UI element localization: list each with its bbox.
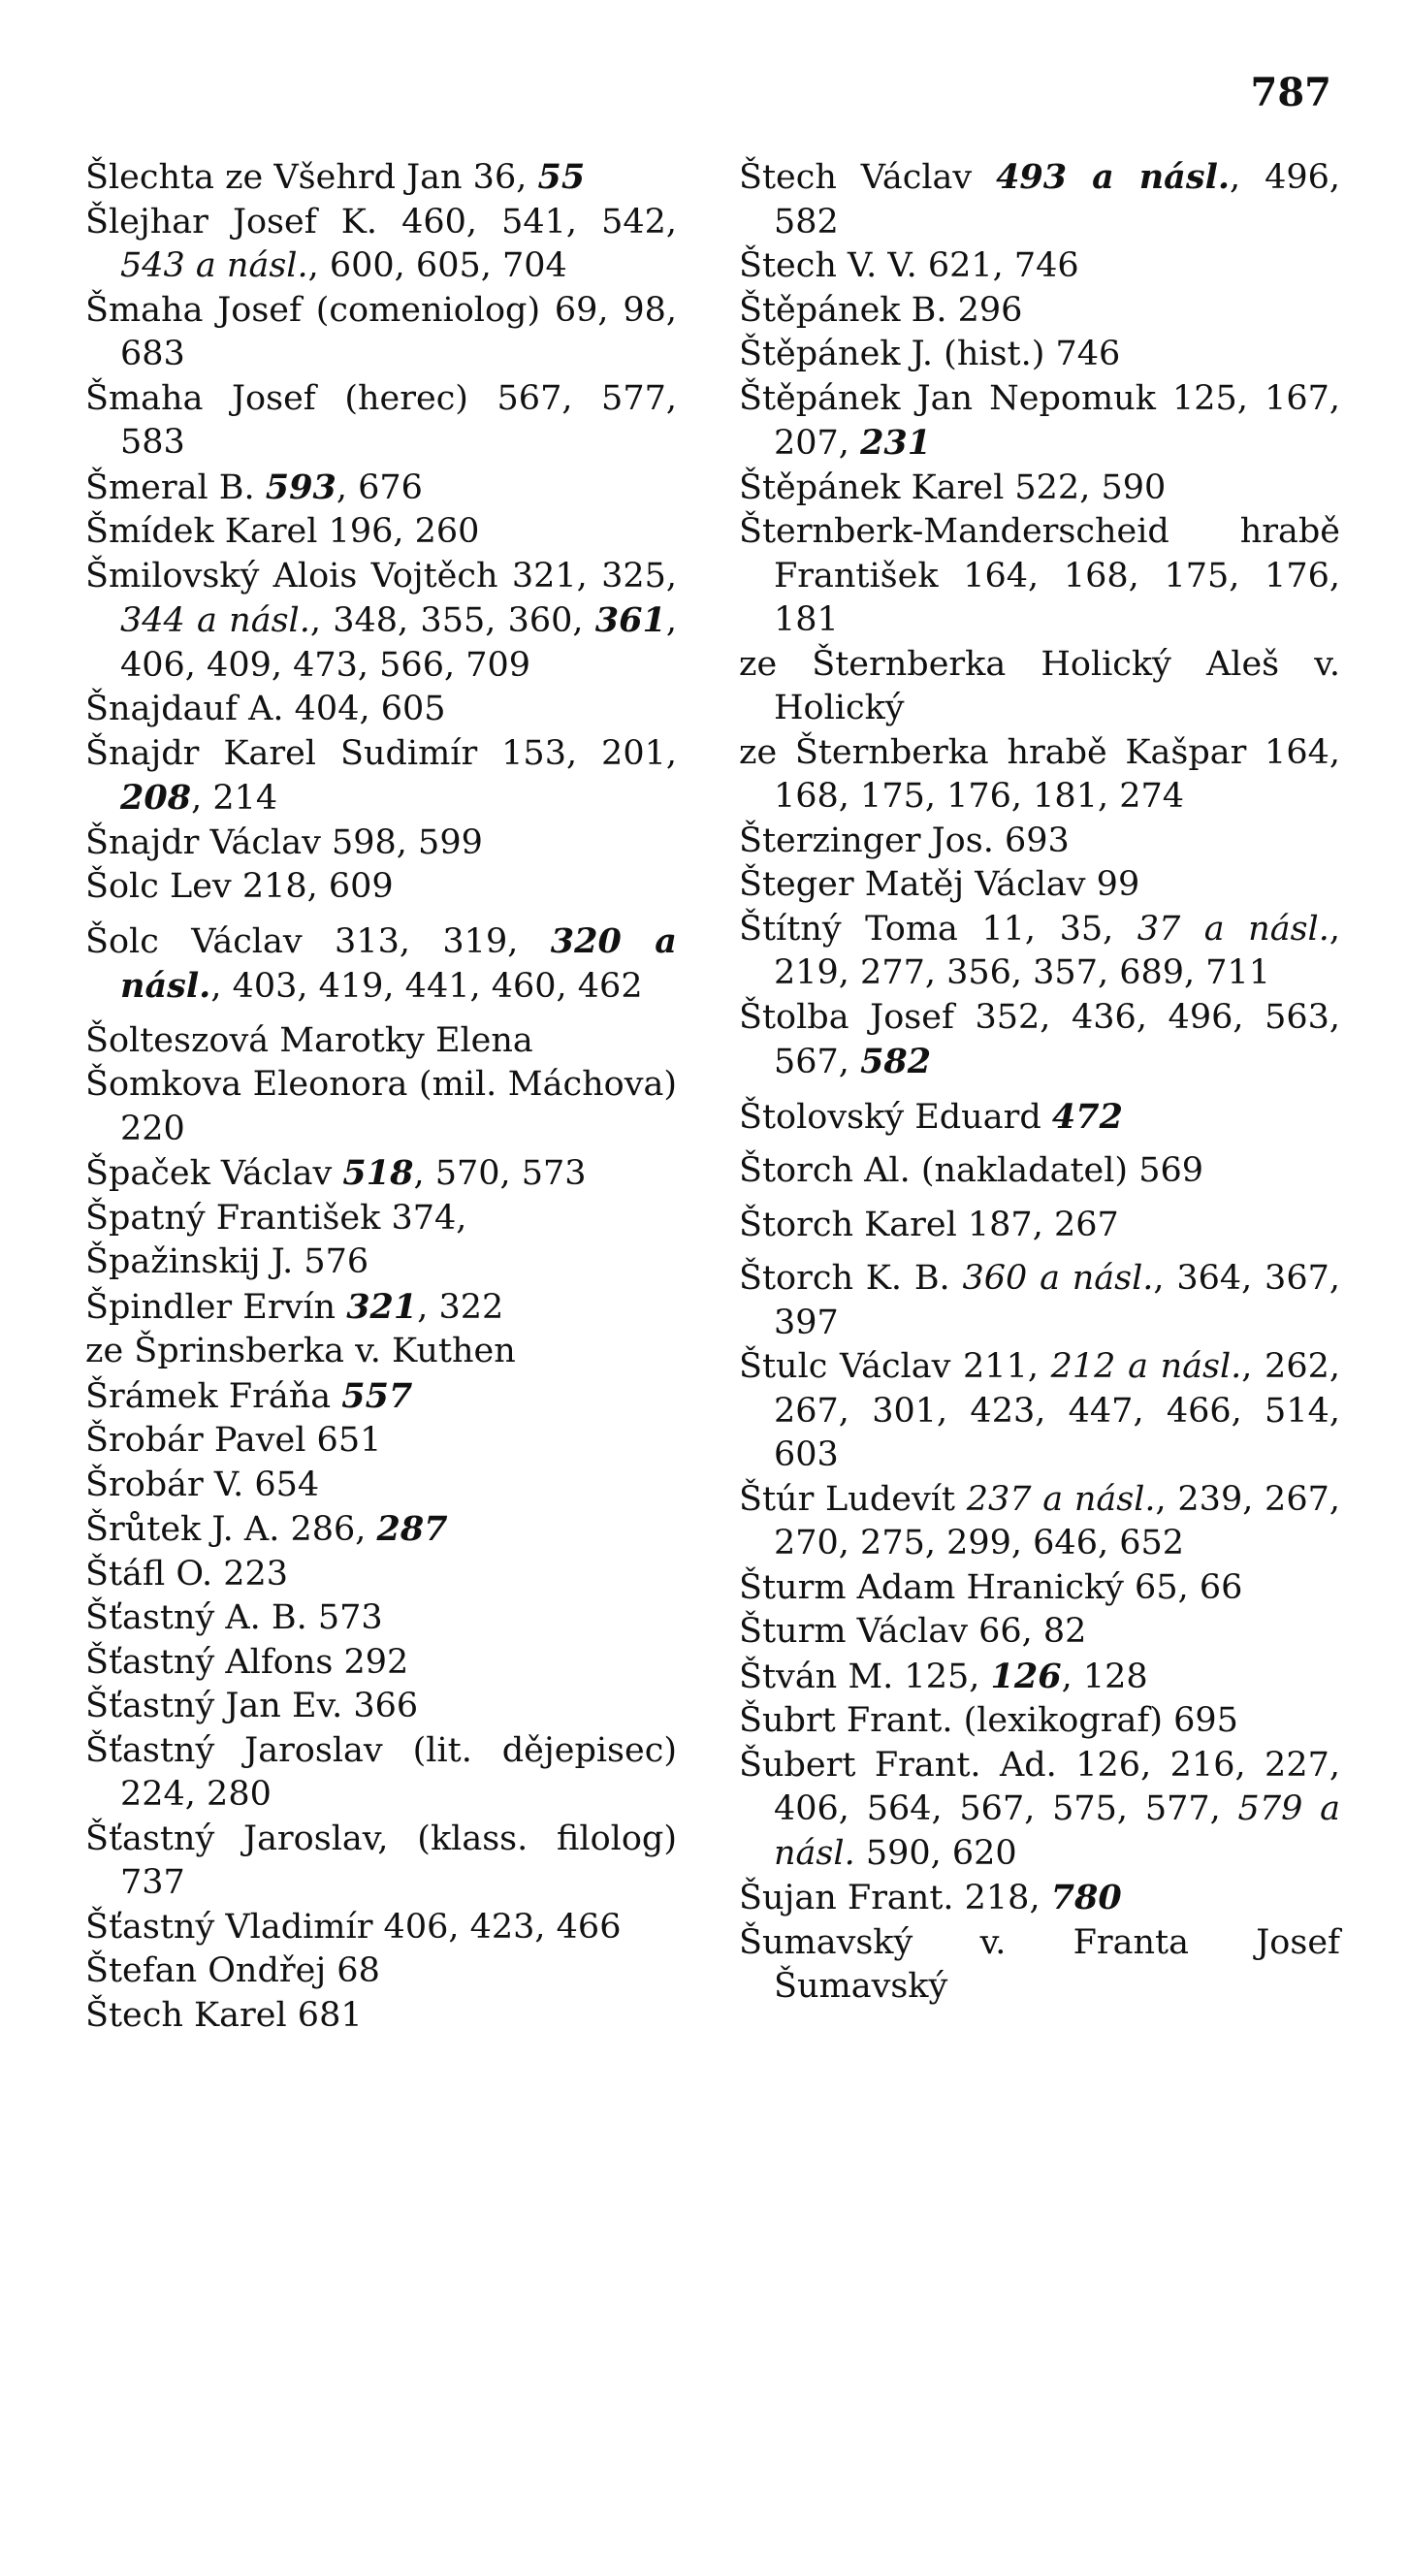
index-entry: Šlejhar Josef K. 460, 541, 542, 543 a násl., 600, 605, 704 [85, 202, 677, 285]
index-entry: Štolovský Eduard 472 [739, 1096, 1123, 1137]
index-entry: Špažinskij J. 576 [85, 1242, 369, 1281]
index-entry: Šťastný Jan Ev. 366 [85, 1687, 419, 1725]
index-entry: Šťastný Jaroslav, (klass. filolog) 737 [85, 1819, 677, 1902]
index-entry: Štúr Ludevít 237 a násl., 239, 267, 270, 275, 299, 646, 652 [739, 1479, 1340, 1562]
page-number: 787 [1250, 70, 1331, 115]
index-entry: Šťastný Alfons 292 [85, 1642, 409, 1682]
index-entry: Šmaha Josef (herec) 567, 577, 583 [85, 378, 677, 462]
index-entry: Šmaha Josef (comeniolog) 69, 98, 683 [85, 290, 677, 373]
index-entry: Štěpánek J. (hist.) 746 [739, 335, 1121, 373]
index-entry: Šujan Frant. 218, 780 [739, 1878, 1122, 1917]
index-entry: Šrámek Fráňa 557 [85, 1375, 413, 1416]
index-entry: Šnajdr Karel Sudimír 153, 201, 208, 214 [85, 733, 677, 818]
index-entry: Špaček Václav 518, 570, 573 [85, 1153, 587, 1193]
index-entry: Šturm Adam Hranický 65, 66 [739, 1567, 1243, 1607]
index-entry: Šolteszová Marotky Elena [85, 1020, 533, 1060]
index-entry: Štorch Al. (nakladatel) 569 [739, 1151, 1203, 1190]
index-entry: Šťastný Vladimír 406, 423, 466 [85, 1907, 622, 1947]
index-entry: Štech Václav 493 a násl., 496, 582 [739, 157, 1341, 242]
index-entry: Šumavský v. Franta Josef Šumavský [739, 1922, 1340, 2006]
index-entry: Štěpánek Jan Nepomuk 125, 167, 207, 231 [739, 378, 1340, 463]
index-entry: ze Šprinsberka v. Kuthen [85, 1332, 516, 1370]
index-entry: Šťastný A. B. 573 [85, 1598, 383, 1637]
index-entry: Šterzinger Jos. 693 [739, 821, 1070, 860]
index-entry: Štolba Josef 352, 436, 496, 563, 567, 582 [739, 997, 1340, 1081]
index-entry: Šteger Matěj Václav 99 [739, 865, 1140, 904]
index-entry: ze Šternberka Holický Aleš v. Holický [739, 644, 1340, 727]
index-entry: Šmilovský Alois Vojtěch 321, 325, 344 a násl., 348, 355, 360, 361, 406, 409, 473, 566, 709 [85, 556, 677, 685]
index-entry: Šrůtek J. A. 286, 287 [85, 1509, 448, 1549]
index-entry: ze Šternberka hrabě Kašpar 164, 168, 175, 176, 181, 274 [739, 732, 1340, 816]
index-entry: Špindler Ervín 321, 322 [85, 1286, 504, 1327]
index-entry: Štech V. V. 621, 746 [739, 246, 1079, 285]
index-entry: Šrobár Pavel 651 [85, 1421, 382, 1460]
index-entry: Šrobár V. 654 [85, 1465, 320, 1504]
index-entry: Šternberk-Manderscheid hrabě František 164, 168, 175, 176, 181 [739, 512, 1340, 639]
index-entry: Šolc Lev 218, 609 [85, 867, 394, 906]
index-entry: Štorch Karel 187, 267 [739, 1205, 1119, 1244]
index-entry: Šolc Václav 313, 319, 320 a násl., 403, 419, 441, 460, 462 [85, 920, 677, 1006]
index-entry: Štáfl O. 223 [85, 1554, 289, 1594]
index-entry: Šmídek Karel 196, 260 [85, 512, 480, 551]
index-entry: Štítný Toma 11, 35, 37 a násl., 219, 277, 356, 357, 689, 711 [739, 909, 1341, 992]
index-entry: Štefan Ondřej 68 [85, 1951, 380, 1990]
index-entry: Špatný František 374, [85, 1198, 467, 1238]
index-entry: Štěpánek B. 296 [739, 290, 1023, 330]
index-entry: Šubrt Frant. (lexikograf) 695 [739, 1701, 1238, 1740]
index-entry: Šomkova Eleonora (mil. Máchova) 220 [85, 1065, 677, 1148]
index-entry: Šturm Václav 66, 82 [739, 1612, 1087, 1651]
index-entry: Štorch K. B. 360 a násl., 364, 367, 397 [739, 1259, 1340, 1342]
index-entry: Šnajdr Václav 598, 599 [85, 822, 483, 862]
index-entry: Šmeral B. 593, 676 [85, 467, 423, 507]
index-entry: Šubert Frant. Ad. 126, 216, 227, 406, 564, 567, 575, 577, 579 a násl. 590, 620 [739, 1745, 1340, 1873]
index-entry: Štván M. 125, 126, 128 [739, 1656, 1148, 1696]
index-entry: Šlechta ze Všehrd Jan 36, 55 [85, 157, 586, 197]
index-entry: Štěpánek Karel 522, 590 [739, 467, 1167, 507]
index-column-right [739, 155, 1340, 2010]
index-entry: Štulc Václav 211, 212 a násl., 262, 267, 301, 423, 447, 466, 514, 603 [739, 1347, 1340, 1474]
index-entry: Štech Karel 681 [85, 1995, 363, 2035]
index-entry: Šnajdauf A. 404, 605 [85, 690, 446, 728]
index-entry: Šťastný Jaroslav (lit. dějepisec) 224, 280 [85, 1730, 677, 1814]
index-column-left [85, 155, 677, 2038]
